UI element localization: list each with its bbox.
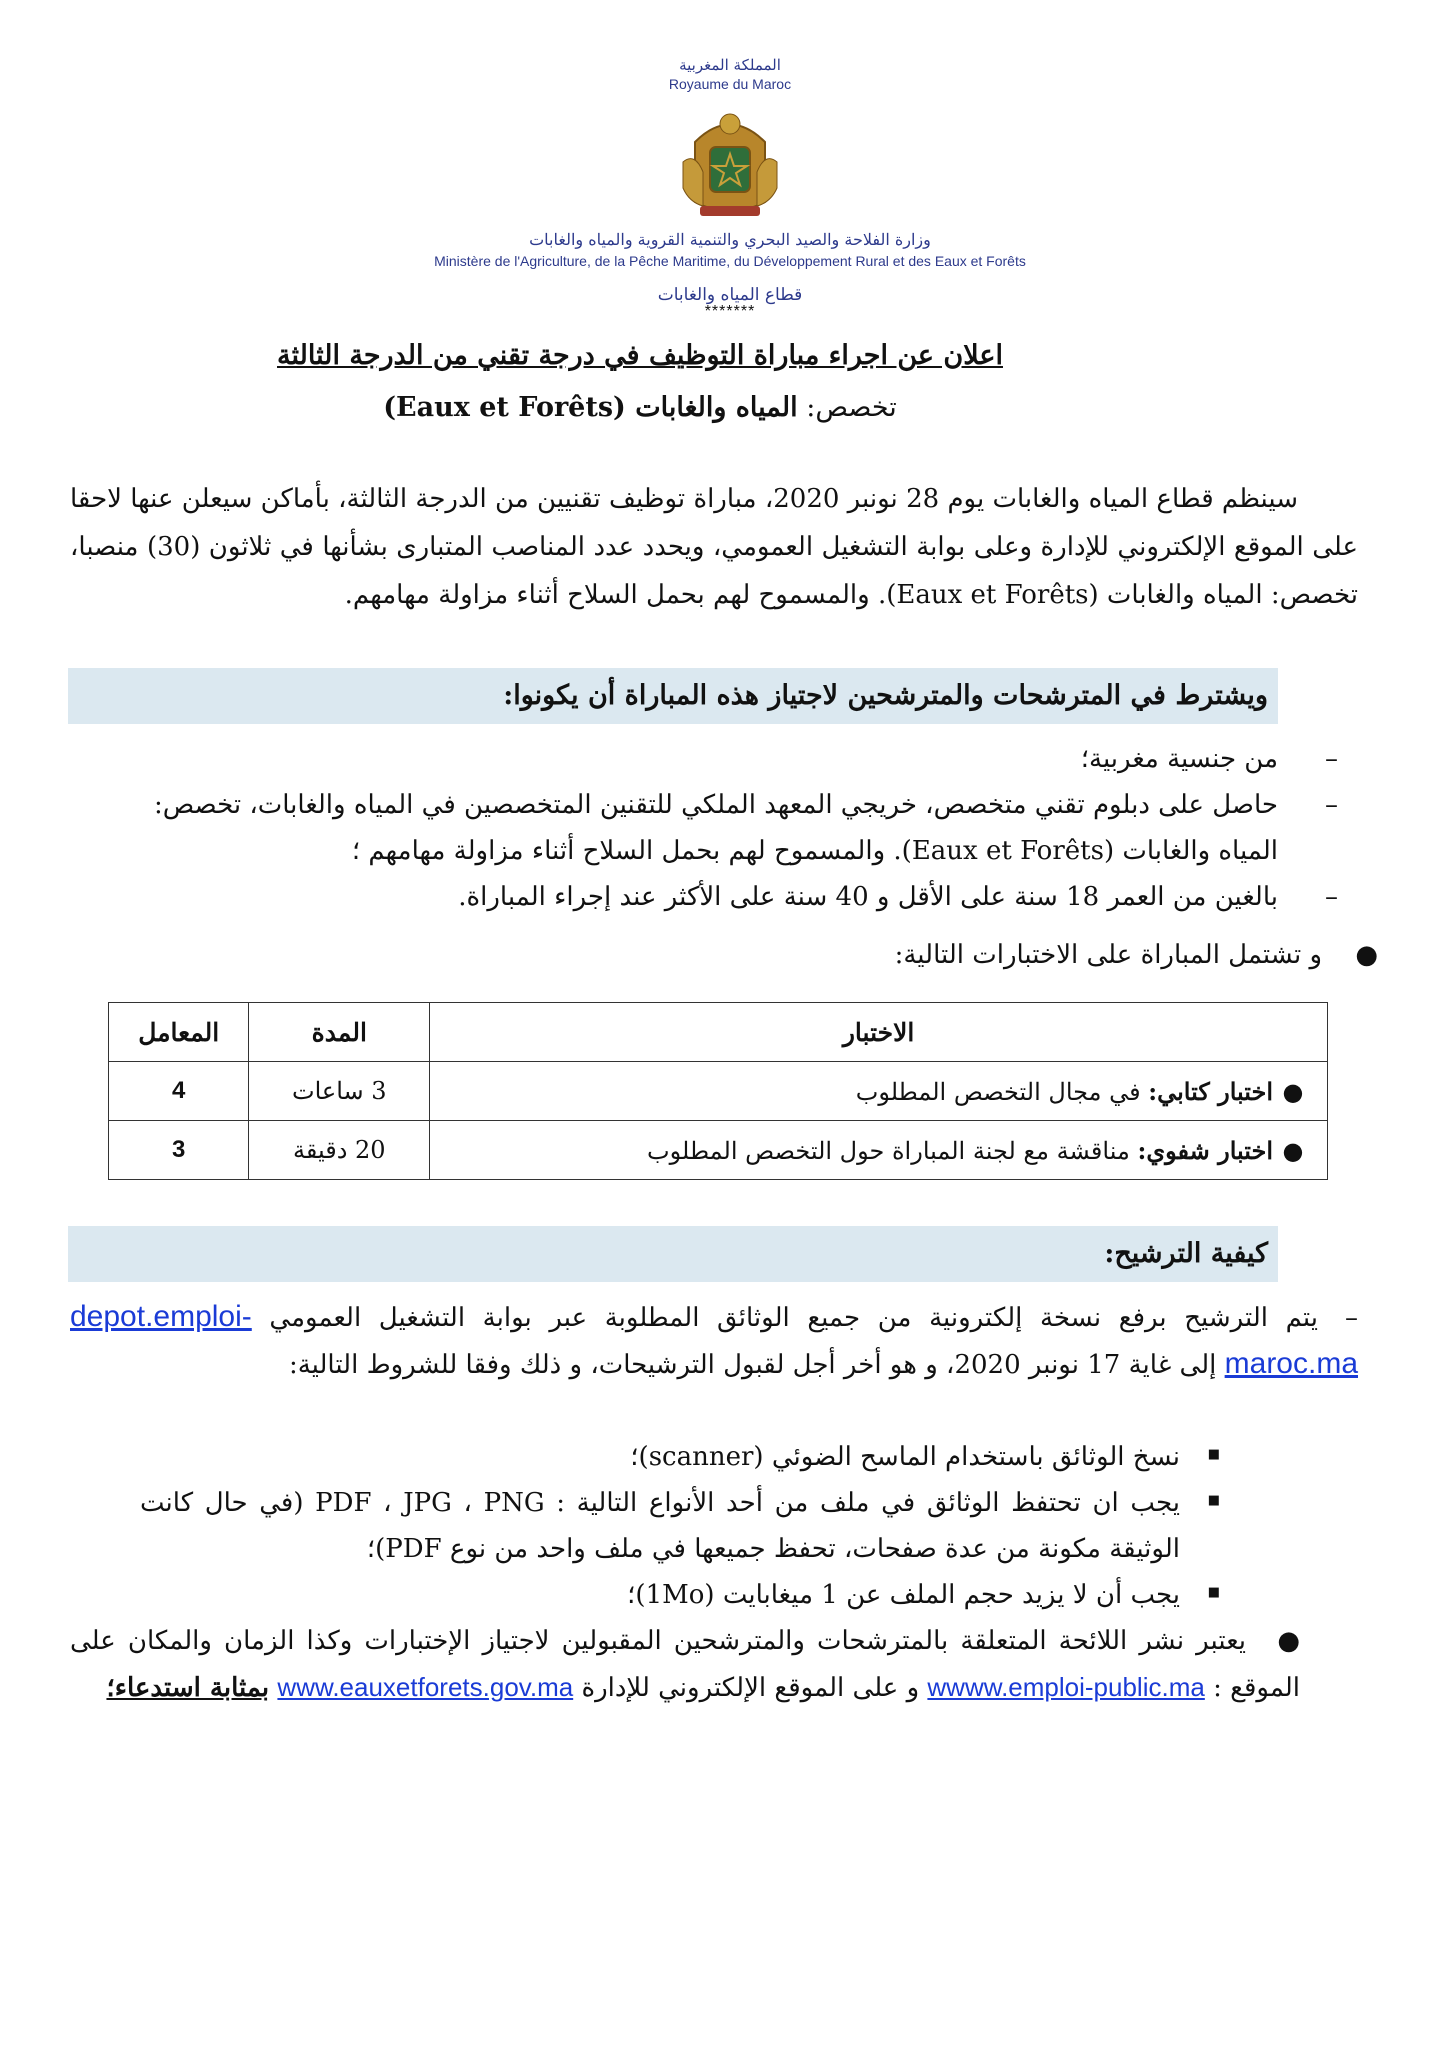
publication-paragraph xyxy=(70,1618,1300,1711)
ministry-name-french: Ministère de l'Agriculture, de la Pêche Maritime, du Développement Rural et des Eaux et Forêts xyxy=(434,253,1026,269)
test-duration-cell: 20 دقيقة xyxy=(249,1121,430,1180)
specialty-prefix: تخصص: xyxy=(797,392,897,423)
eauxetforets-link[interactable]: www.eauxetforets.gov.ma xyxy=(277,1672,574,1702)
tests-intro-text: و تشتمل المباراة على الاختبارات التالية: xyxy=(894,940,1322,970)
candidacy-paragraph xyxy=(70,1294,1358,1388)
sector-name: قطاع المياه والغابات xyxy=(657,285,803,305)
dash-marker: – xyxy=(1345,1303,1359,1333)
column-header-duration: المدة xyxy=(249,1003,430,1062)
emploi-public-link[interactable]: wwww.emploi-public.ma xyxy=(927,1672,1205,1702)
letterhead xyxy=(380,56,1080,321)
summons-notice: بمثابة استدعاء؛ xyxy=(106,1673,270,1703)
candidacy-deadline-text: إلى غاية 17 نونبر 2020، و هو أخر أجل لقبول الترشيحات، و ذلك وفقا للشروط التالية: xyxy=(288,1350,1225,1380)
kingdom-name-french: Royaume du Maroc xyxy=(668,76,792,92)
test-description: مناقشة مع لجنة المباراة حول التخصص المطلوب xyxy=(647,1136,1138,1165)
ministry-name-arabic: وزارة الفلاحة والصيد البحري والتنمية القروية والمياه والغابات xyxy=(529,230,931,249)
depot-portal-link[interactable]: depot.emploi-maroc.ma xyxy=(70,1300,1358,1380)
royal-emblem-icon xyxy=(675,102,785,222)
tests-table xyxy=(108,1002,1328,1180)
condition-item: – من جنسية مغربية؛ xyxy=(108,736,1338,782)
test-type: اختبار شفوي: xyxy=(1137,1135,1273,1165)
candidacy-text: يتم الترشيح برفع نسخة إلكترونية من جميع الوثائق المطلوبة عبر بوابة التشغيل العمومي xyxy=(269,1303,1319,1333)
test-name-cell xyxy=(430,1121,1328,1180)
test-coefficient-cell: 4 xyxy=(109,1062,249,1121)
conditions-heading: ويشترط في المترشحات والمترشحين لاجتياز هذه المباراة أن يكونوا: xyxy=(503,680,1268,711)
test-duration-cell: 3 ساعات xyxy=(249,1062,430,1121)
test-description: في مجال التخصص المطلوب xyxy=(855,1077,1149,1106)
specialty-subtitle xyxy=(150,392,1130,423)
candidacy-heading: كيفية الترشيح: xyxy=(1104,1238,1268,1269)
bullet-icon: ● xyxy=(1355,940,1378,970)
intro-text: سينظم قطاع المياه والغابات يوم 28 نونبر 2020، مباراة توظيف تقنيين من الدرجة الثالثة، بأماكن سيعلن عنها لاحقا على الموقع الإلكتروني للإدارة وعلى بوابة التشغيل العمومي، ويحدد عدد المناصب المتبارى بشأنها في ثلاثون (30) منصبا، تخصص: المياه والغابات (Eaux et Forêts). والمسموح لهم بحمل السلاح أثناء مزاولة مهامهم. xyxy=(70,484,1358,610)
table-row xyxy=(109,1062,1328,1121)
condition-item: – بالغين من العمر 18 سنة على الأقل و 40 سنة على الأكثر عند إجراء المباراة. xyxy=(108,874,1338,920)
conditions-list xyxy=(108,736,1338,920)
table-row xyxy=(109,1121,1328,1180)
announcement-title: اعلان عن اجراء مباراة التوظيف في درجة تقني من الدرجة الثالثة xyxy=(277,340,1003,371)
bullet-icon: ● xyxy=(1282,1077,1304,1106)
requirement-item: ■ يجب أن لا يزيد حجم الملف عن 1 ميغابايت (1Mo)؛ xyxy=(140,1572,1220,1618)
condition-item: – حاصل على دبلوم تقني متخصص، خريجي المعهد الملكي للتقنين المتخصصين في المياه والغابات، تخصص: المياه والغابات (Eaux et Forêts). والمسموح لهم بحمل السلاح أثناء مزاولة مهامهم ؛ xyxy=(108,782,1338,874)
column-header-coefficient: المعامل xyxy=(109,1003,249,1062)
column-header-test: الاختبار xyxy=(430,1003,1328,1062)
test-name-cell xyxy=(430,1062,1328,1121)
file-requirements-list xyxy=(140,1434,1220,1618)
publication-text: يعتبر نشر اللائحة المتعلقة بالمترشحات والمترشحين المقبولين لاجتياز الإختبارات وكذا الزمان والمكان على الموقع : xyxy=(70,1626,1300,1703)
separator-stars: ******* xyxy=(704,303,756,320)
test-coefficient-cell: 3 xyxy=(109,1121,249,1180)
bullet-icon: ● xyxy=(1277,1626,1300,1656)
kingdom-name-arabic: المملكة المغربية xyxy=(679,56,781,74)
specialty-name: المياه والغابات (Eaux et Forêts) xyxy=(383,392,798,423)
table-header-row xyxy=(109,1003,1328,1062)
intro-paragraph xyxy=(70,475,1358,619)
bullet-icon: ● xyxy=(1282,1136,1304,1165)
tests-intro xyxy=(148,932,1378,978)
publication-middle-text: و على الموقع الإلكتروني للإدارة xyxy=(573,1673,928,1703)
requirement-item: ■ نسخ الوثائق باستخدام الماسح الضوئي (scanner)؛ xyxy=(140,1434,1220,1480)
requirement-item: ■ يجب ان تحتفظ الوثائق في ملف من أحد الأنواع التالية : PDF ، JPG ، PNG (في حال كانت الوثيقة مكونة من عدة صفحات، تحفظ جميعها في ملف واحد من نوع PDF)؛ xyxy=(140,1480,1220,1572)
test-type: اختبار كتابي: xyxy=(1148,1076,1273,1106)
